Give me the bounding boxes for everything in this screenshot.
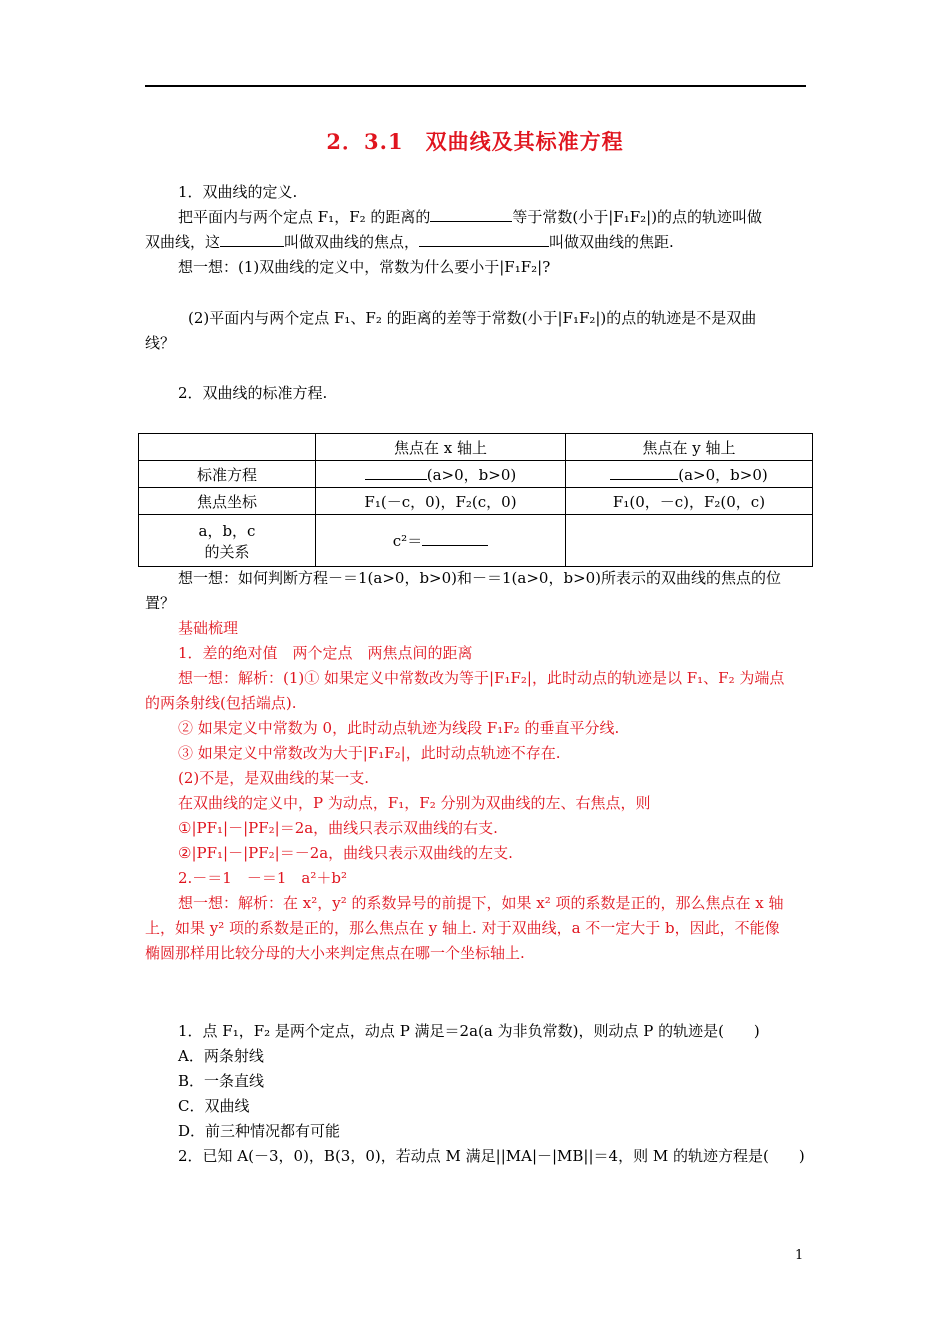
definition-text-e: 叫做双曲线的焦距. [549, 233, 674, 251]
row-label-focus-coords: 焦点坐标 [139, 488, 316, 515]
cell-focus-y: F₁(0，－c)，F₂(0，c) [566, 488, 813, 515]
blank-equation-x [365, 465, 427, 480]
option-d: D．前三种情况都有可能 [178, 1122, 341, 1140]
section2-heading: 2．双曲线的标准方程. [178, 384, 328, 402]
answer-line: ③ 如果定义中常数改为大于|F₁F₂|，此时动点轨迹不存在. [178, 744, 561, 762]
standard-equation-table [138, 433, 813, 567]
definition-text-b: 等于常数(小于|F₁F₂|)的点的轨迹叫做 [512, 208, 763, 226]
answers-heading: 基础梳理 [178, 619, 239, 637]
blank-foci [220, 232, 284, 247]
row-label-abc-relation [139, 515, 316, 567]
option-a: A．两条射线 [178, 1047, 264, 1065]
cell-equation-y [566, 461, 813, 488]
answer-line: ②|PF₁|－|PF₂|＝－2a，曲线只表示双曲线的左支. [178, 844, 513, 862]
condition-x: (a>0，b>0) [426, 465, 517, 484]
cell-equation-x [316, 461, 566, 488]
blank-abs-diff [430, 207, 512, 222]
think-question-1: 想一想：(1)双曲线的定义中，常数为什么要小于|F₁F₂|? [178, 258, 551, 276]
option-b: B．一条直线 [178, 1072, 265, 1090]
table-header-empty [139, 434, 316, 461]
definition-line-1 [178, 207, 762, 227]
cell-relation-x [316, 515, 566, 567]
answer-line: ①|PF₁|－|PF₂|＝2a，曲线只表示双曲线的右支. [178, 819, 498, 837]
relation-label: 的关系 [204, 542, 250, 561]
abc-label: a，b，c [198, 521, 256, 540]
think-question-3-line-1: 想一想：如何判断方程－＝1(a>0，b>0)和－＝1(a>0，b>0)所表示的双曲线的焦点的位 [178, 569, 782, 587]
cell-focus-x: F₁(－c，0)，F₂(c，0) [316, 488, 566, 515]
table-header-x-axis: 焦点在 x 轴上 [316, 434, 566, 461]
answer-line: 的两条射线(包括端点). [145, 694, 297, 712]
think-question-3-line-2: 置？ [145, 594, 176, 612]
blank-equation-y [610, 465, 678, 480]
exercise-question-1: 1．点 F₁，F₂ 是两个定点，动点 P 满足＝2a(a 为非负常数)，则动点 P 的轨迹是( ) [178, 1022, 760, 1040]
think-question-2-line-2: 线？ [145, 334, 176, 352]
exercise-question-2: 2．已知 A(－3，0)，B(3，0)，若动点 M 满足||MA|－|MB||＝4，则 M 的轨迹方程是( ) [178, 1147, 805, 1165]
page-number: 1 [795, 1248, 804, 1263]
table-header-y-axis: 焦点在 y 轴上 [566, 434, 813, 461]
answer-line: 上，如果 y² 项的系数是正的，那么焦点在 y 轴上. 对于双曲线，a 不一定大于 b，因此，不能像 [145, 919, 780, 937]
answer-line: 1．差的绝对值 两个定点 两焦点间的距离 [178, 644, 473, 662]
definition-line-2 [145, 232, 674, 252]
c-squared-label: c²＝ [392, 532, 423, 550]
answer-line: (2)不是，是双曲线的某一支. [178, 769, 370, 787]
row-label-standard-equation: 标准方程 [139, 461, 316, 488]
cell-relation-y [566, 515, 813, 567]
header-rule [145, 85, 806, 87]
answer-line: 在双曲线的定义中，P 为动点，F₁，F₂ 分别为双曲线的左、右焦点，则 [178, 794, 651, 812]
answer-line: 想一想：解析：在 x²，y² 的系数异号的前提下，如果 x² 项的系数是正的，那么焦点在 x 轴 [178, 894, 784, 912]
answer-line: 想一想：解析：(1)① 如果定义中常数改为等于|F₁F₂|，此时动点的轨迹是以 F₁、F₂ 为端点 [178, 669, 785, 687]
table-row [139, 434, 813, 461]
option-c: C．双曲线 [178, 1097, 250, 1115]
section1-heading: 1．双曲线的定义. [178, 183, 298, 201]
answer-line: ② 如果定义中常数为 0，此时动点轨迹为线段 F₁F₂ 的垂直平分线. [178, 719, 620, 737]
page-title: 2．3.1 双曲线及其标准方程 [326, 129, 624, 154]
think-question-2-line-1: (2)平面内与两个定点 F₁、F₂ 的距离的差等于常数(小于|F₁F₂|)的点的轨迹是不是双曲 [188, 309, 757, 327]
condition-y: (a>0，b>0) [678, 465, 768, 484]
definition-text-d: 叫做双曲线的焦点， [284, 233, 420, 251]
table-row [139, 515, 813, 567]
table-row [139, 461, 813, 488]
answer-line: 椭圆那样用比较分母的大小来判定焦点在哪一个坐标轴上. [145, 944, 525, 962]
table-row [139, 488, 813, 515]
blank-focal-distance [419, 232, 549, 247]
definition-text-c: 双曲线，这 [145, 233, 221, 251]
blank-relation [422, 531, 488, 546]
answer-line: 2.－＝1 －＝1 a²＋b² [178, 869, 347, 887]
definition-text-a: 把平面内与两个定点 F₁，F₂ 的距离的 [178, 208, 431, 226]
